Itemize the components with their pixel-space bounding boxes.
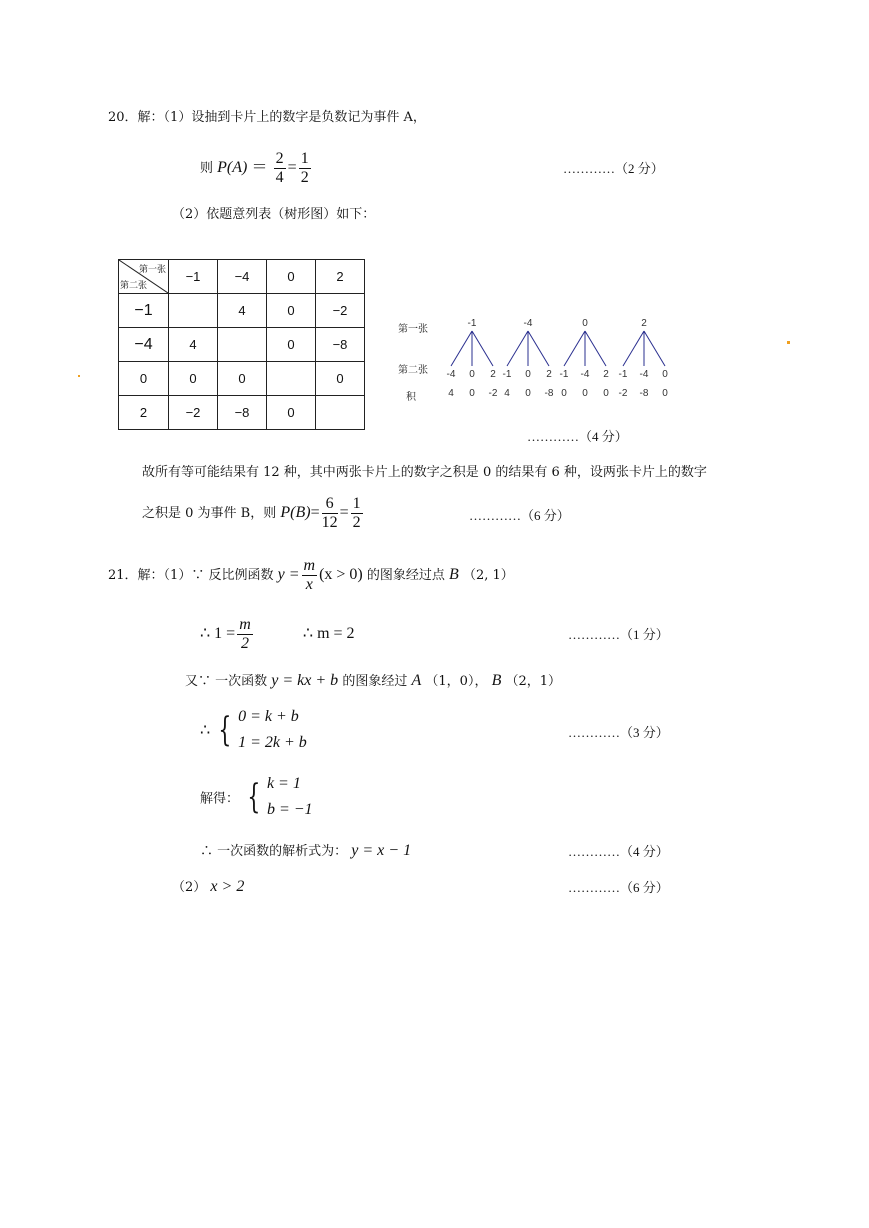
tree-label-second: 第二张: [398, 365, 428, 376]
q21-point-b-coords: （2, 1）: [462, 568, 514, 583]
tree-child-label: -1: [559, 369, 569, 380]
tree-product-label: 0: [525, 388, 531, 399]
table-cell: 0: [267, 328, 316, 362]
tree-child-label: -4: [446, 369, 456, 380]
table-row: [119, 396, 365, 430]
tree-branch: [528, 331, 549, 366]
system-line1: 0 = k + b: [238, 708, 299, 725]
table-row-header: −1: [119, 294, 169, 328]
q21-header-prefix: 21．解：（1）∵ 反比例函数: [108, 568, 274, 583]
step2-point-b-coords: （2，1）: [505, 674, 562, 689]
q21-header: [108, 553, 514, 597]
fraction-2-4: $\frac{2}{4}$: [275, 150, 284, 186]
result-eq: y = x − 1: [351, 842, 412, 859]
q21-score-4: …………（4 分）: [568, 844, 669, 859]
table-cell: 0: [267, 396, 316, 430]
fraction-6-12: $\frac{6}{12}$: [321, 495, 338, 531]
tree-diagram: [390, 310, 690, 405]
step2-point-b: B: [491, 672, 502, 689]
tree-child-label: 2: [490, 369, 496, 380]
pa-eq1: ＝: [251, 159, 268, 176]
part2-prefix: （2）: [172, 880, 207, 895]
pa-eq2: =: [287, 159, 297, 176]
tree-child-label: 2: [603, 369, 609, 380]
result-prefix: ∴ 一次函数的解析式为：: [200, 844, 348, 859]
table-cell: 0: [218, 362, 267, 396]
q20-part2-intro: （2）依题意列表（树形图）如下：: [172, 207, 376, 222]
table-row-header: −4: [119, 328, 169, 362]
system-therefore: ∴: [200, 722, 211, 739]
table-cell: −8: [218, 396, 267, 430]
step1-result: ∴ m = 2: [302, 625, 355, 642]
tree-product-label: 0: [662, 388, 668, 399]
q21-solve: [200, 771, 313, 823]
q21-system: [200, 704, 307, 756]
table-cell: 0: [267, 294, 316, 328]
solve-line2: b = −1: [266, 801, 313, 818]
tree-root-label: 2: [641, 318, 647, 329]
table-cell: [316, 396, 365, 430]
q21-y-eq: y =: [277, 566, 300, 583]
diag-bottom-label: 第二张: [120, 281, 148, 291]
tree-branch: [564, 331, 585, 366]
fraction-1-2-b: $\frac{1}{2}$: [352, 495, 361, 531]
tree-branch: [451, 331, 472, 366]
tree-product-label: -2: [488, 388, 498, 399]
solve-line1: k = 1: [266, 775, 301, 792]
system-line2: 1 = 2k + b: [238, 734, 307, 751]
diag-top-label: 第一张: [138, 265, 166, 275]
pa-prefix: 则: [200, 161, 214, 176]
decorative-dot: [78, 375, 80, 377]
pa-expr: P(A): [217, 159, 248, 176]
tree-product-label: -2: [618, 388, 628, 399]
table-col-header: −4: [218, 260, 267, 294]
table-row: [119, 362, 365, 396]
table-col-header: 0: [267, 260, 316, 294]
tree-label-product: 积: [406, 392, 416, 403]
tree-product-label: -8: [544, 388, 554, 399]
table-row-header: 2: [119, 396, 169, 430]
tree-child-label: -4: [639, 369, 649, 380]
table-row: [119, 328, 365, 362]
fraction-m-x: $\frac{m}{x}$: [303, 557, 316, 593]
q21-cond: (x > 0): [319, 566, 363, 583]
q21-score-1: …………（1 分）: [568, 627, 669, 642]
table-col-header: −1: [169, 260, 218, 294]
table-cell: −2: [316, 294, 365, 328]
q20-probability-a: [200, 146, 313, 190]
tree-product-label: 4: [504, 388, 510, 399]
tree-branch: [507, 331, 528, 366]
tree-product-label: 0: [603, 388, 609, 399]
solve-label: 解得：: [200, 791, 240, 807]
brace-icon: {: [247, 777, 261, 817]
decorative-dot: [787, 341, 790, 344]
tree-product-label: 0: [561, 388, 567, 399]
table-row-header: 0: [119, 362, 169, 396]
tree-child-label: 0: [469, 369, 475, 380]
q21-point-b: B: [449, 566, 459, 583]
q21-result: [200, 840, 411, 860]
tree-child-label: 2: [546, 369, 552, 380]
outcome-table: [118, 259, 365, 430]
tree-branch: [472, 331, 493, 366]
pb-expr: P(B): [280, 504, 311, 521]
brace-icon: {: [218, 710, 232, 750]
table-col-header: 2: [316, 260, 365, 294]
system-equations: [238, 704, 307, 756]
table-cell: [267, 362, 316, 396]
q20-conclusion-line1: 故所有等可能结果有 12 种，其中两张卡片上的数字之积是 0 的结果有 6 种，设两张卡片上的数字: [142, 465, 707, 480]
q21-score-3: …………（3 分）: [568, 725, 669, 740]
q20-probability-b: [142, 491, 365, 535]
tree-product-label: 0: [582, 388, 588, 399]
table-cell: [218, 328, 267, 362]
part2-eq: x > 2: [210, 878, 245, 895]
q21-part2: [172, 876, 244, 896]
tree-child-label: 0: [662, 369, 668, 380]
table-cell: 4: [169, 328, 218, 362]
tree-root-label: -4: [523, 318, 533, 329]
table-header-row: [119, 260, 365, 294]
q21-step1: [200, 612, 355, 656]
table-row: [119, 294, 365, 328]
step1-prefix: ∴ 1 =: [200, 625, 236, 642]
fraction-1-2: $\frac{1}{2}$: [300, 150, 309, 186]
tree-branch: [623, 331, 644, 366]
tree-branch: [644, 331, 665, 366]
tree-product-label: -8: [639, 388, 649, 399]
tree-child-label: -4: [580, 369, 590, 380]
q20-score-2: …………（2 分）: [563, 161, 664, 176]
q20-score-4: …………（4 分）: [527, 429, 628, 444]
tree-branch: [585, 331, 606, 366]
tree-product-label: 0: [469, 388, 475, 399]
fraction-m-2: $\frac{m}{2}$: [239, 616, 251, 652]
q21-header-suffix: 的图象经过点: [366, 568, 445, 583]
step2-point-a-coords: （1，0），: [425, 674, 488, 689]
q20-score-6: …………（6 分）: [469, 508, 570, 523]
tree-child-label: -1: [502, 369, 512, 380]
step2-mid: 的图象经过: [342, 674, 408, 689]
q20-header: 20．解：（1）设抽到卡片上的数字是负数记为事件 A，: [108, 110, 426, 125]
diagonal-header-cell: [119, 260, 169, 294]
solve-equations: [267, 771, 313, 823]
step2-eq: y = kx + b: [271, 672, 339, 689]
pb-eq4: =: [339, 504, 349, 521]
pb-eq3: =: [310, 504, 320, 521]
tree-child-label: -1: [618, 369, 628, 380]
step2-point-a: A: [411, 672, 422, 689]
tree-product-label: 4: [448, 388, 454, 399]
conclusion-line2-prefix: 之积是 0 为事件 B，则: [142, 506, 277, 521]
table-cell: −8: [316, 328, 365, 362]
tree-root-label: 0: [582, 318, 588, 329]
table-cell: [169, 294, 218, 328]
q21-step2: [185, 670, 561, 690]
q21-score-6: …………（6 分）: [568, 880, 669, 895]
tree-label-first: 第一张: [398, 324, 428, 335]
tree-root-label: -1: [467, 318, 477, 329]
table-cell: 0: [169, 362, 218, 396]
table-cell: −2: [169, 396, 218, 430]
step2-prefix: 又∵ 一次函数: [185, 674, 268, 689]
table-cell: 4: [218, 294, 267, 328]
tree-child-label: 0: [525, 369, 531, 380]
table-cell: 0: [316, 362, 365, 396]
